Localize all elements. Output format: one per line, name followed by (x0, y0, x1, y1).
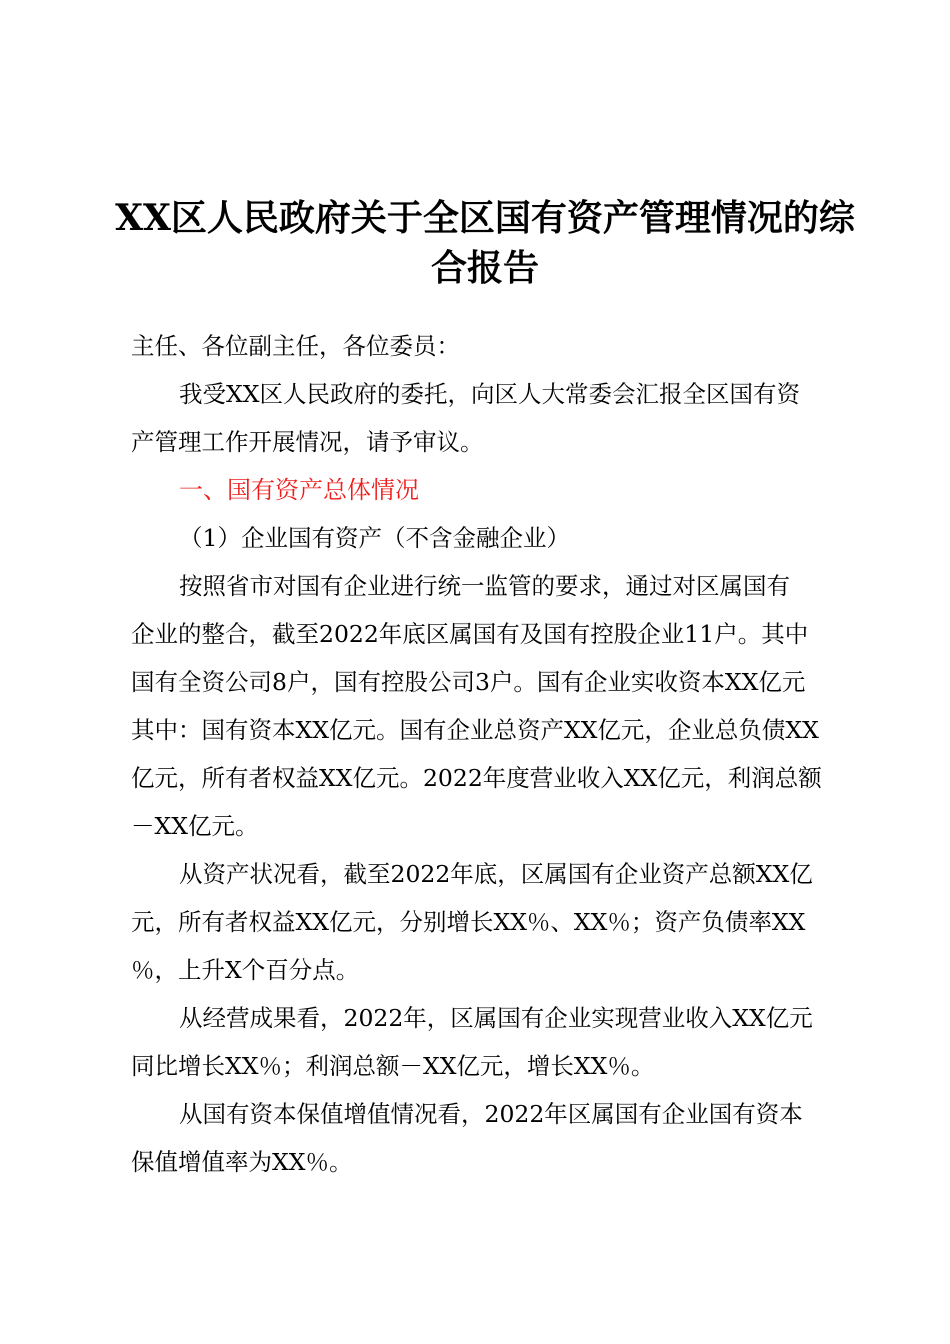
title-line-2: 合报告 (430, 247, 539, 289)
salutation (131, 322, 851, 370)
subsection1-heading: （1）企业国有资产（不含金融企业） (179, 524, 570, 552)
para1-line-4: 其中：国有资本XX亿元。国有企业总资产XX亿元，企业总负债XX (131, 716, 819, 744)
subsection-heading (131, 514, 851, 562)
section-heading (131, 466, 851, 514)
intro-paragraph (131, 370, 851, 466)
para3-line-2: 同比增长XX％；利润总额－XX亿元，增长XX％。 (131, 1052, 655, 1080)
section1-heading: 一、国有资产总体情况 (179, 476, 419, 504)
intro-line-2: 产管理工作开展情况，请予审议。 (131, 428, 484, 456)
paragraph-asset-status (131, 850, 851, 994)
para2-line-1: 从资产状况看，截至2022年底，区属国有企业资产总额XX亿 (179, 860, 813, 888)
para4-line-1: 从国有资本保值增值情况看，2022年区属国有企业国有资本 (179, 1100, 803, 1128)
paragraph-capital-preservation (131, 1090, 851, 1186)
para3-line-1: 从经营成果看，2022年，区属国有企业实现营业收入XX亿元 (179, 1004, 813, 1032)
document-title (110, 193, 860, 293)
title-line-1: XX区人民政府关于全区国有资产管理情况的综 (115, 197, 855, 239)
intro-line-1: 我受XX区人民政府的委托，向区人大常委会汇报全区国有资 (179, 380, 800, 408)
salutation-text: 主任、各位副主任，各位委员： (131, 332, 460, 360)
para1-line-3: 国有全资公司8户，国有控股公司3户。国有企业实收资本XX亿元 (131, 668, 806, 696)
para4-line-2: 保值增值率为XX％。 (131, 1148, 353, 1176)
para2-line-2: 元，所有者权益XX亿元，分别增长XX％、XX％；资产负债率XX (131, 908, 806, 936)
paragraph-operating-results (131, 994, 851, 1090)
para1-line-5: 亿元，所有者权益XX亿元。2022年度营业收入XX亿元，利润总额 (131, 764, 822, 792)
para1-line-6: －XX亿元。 (131, 812, 259, 840)
paragraph-enterprise-overview (131, 562, 851, 850)
document-body (131, 322, 851, 1186)
para1-line-2: 企业的整合，截至2022年底区属国有及国有控股企业11户。其中 (131, 620, 809, 648)
para1-line-1: 按照省市对国有企业进行统一监管的要求，通过对区属国有 (179, 572, 790, 600)
para2-line-3: ％，上升X个百分点。 (131, 956, 360, 984)
